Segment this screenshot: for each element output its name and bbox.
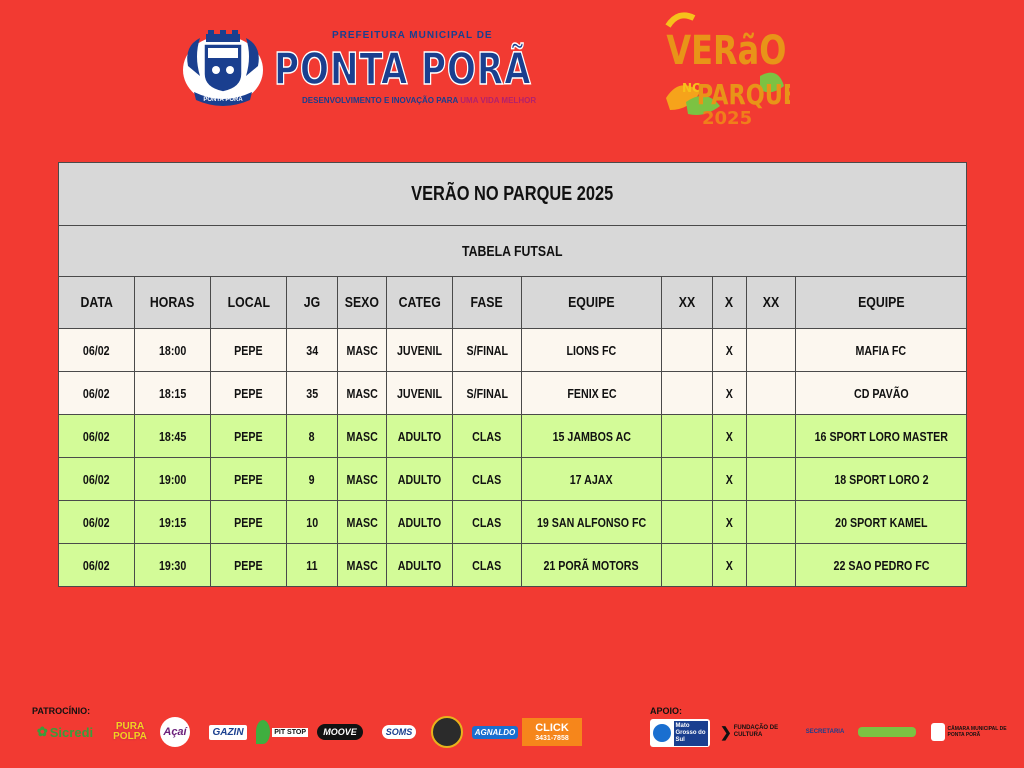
table-cell	[211, 372, 287, 415]
table-cell-text: ADULTO	[397, 428, 442, 444]
table-row	[59, 458, 967, 501]
support-logo-green	[856, 716, 918, 748]
table-cell	[287, 372, 338, 415]
table-cell	[662, 329, 713, 372]
table-cell-text: X	[725, 342, 734, 358]
table-cell	[338, 501, 387, 544]
logo-no-text: NO	[682, 81, 703, 95]
col-header-data	[59, 277, 135, 329]
support-name: CÂMARA MUNICIPAL DE PONTA PORÃ	[947, 726, 1007, 738]
table-cell-text: JUVENIL	[396, 385, 443, 401]
table-cell	[522, 372, 662, 415]
table-cell	[662, 458, 713, 501]
table-cell-text: 06/02	[83, 385, 110, 401]
table-cell	[338, 415, 387, 458]
col-header-label: CATEG	[398, 294, 441, 311]
sponsor-name: CLICK	[535, 721, 569, 734]
sponsor-name: PURA POLPA	[113, 721, 147, 742]
table-cell	[59, 501, 135, 544]
prefeitura-wordmark	[270, 30, 570, 110]
table-cell	[287, 329, 338, 372]
table-cell	[338, 329, 387, 372]
sponsor-logo-gazin	[204, 716, 252, 748]
table-cell	[387, 544, 453, 587]
support-logo-ms	[650, 719, 710, 747]
col-header-versus	[713, 277, 747, 329]
ms-emblem-icon	[653, 724, 671, 742]
table-cell	[747, 501, 796, 544]
table-cell	[59, 329, 135, 372]
logo-parque-text: PARQUE	[696, 77, 790, 111]
table-cell	[453, 415, 522, 458]
table-cell	[211, 501, 287, 544]
table-cell-text: JUVENIL	[396, 342, 443, 358]
sicredi-icon: ✿	[36, 724, 48, 739]
table-cell	[287, 501, 338, 544]
table-cell	[211, 329, 287, 372]
sponsor-name: PIT STOP	[274, 728, 306, 736]
support-label: APOIO:	[650, 706, 683, 716]
col-header-equipe-home	[522, 277, 662, 329]
col-header-sexo	[338, 277, 387, 329]
table-cell-text: 21 PORÃ MOTORS	[543, 557, 640, 573]
sponsor-logo-click	[522, 718, 582, 746]
table-cell	[287, 458, 338, 501]
table-cell	[522, 544, 662, 587]
prefeitura-top-text: PREFEITURA MUNICIPAL DE	[332, 30, 493, 41]
table-cell-text: CLAS	[472, 514, 502, 530]
table-cell	[338, 372, 387, 415]
table-cell-text: ADULTO	[397, 471, 442, 487]
table-cell-text: 06/02	[83, 557, 110, 573]
col-header-label: EQUIPE	[857, 294, 905, 311]
support-name: Mato Grosso do Sul	[674, 721, 708, 746]
table-cell	[453, 372, 522, 415]
table-cell	[211, 458, 287, 501]
table-cell	[135, 415, 211, 458]
table-cell-text: 19 SAN ALFONSO FC	[536, 514, 647, 530]
table-cell-text: X	[725, 385, 734, 401]
table-cell	[713, 415, 747, 458]
table-cell-text: X	[725, 471, 734, 487]
table-cell-text: S/FINAL	[466, 342, 508, 358]
table-row	[59, 329, 967, 372]
table-cell	[662, 544, 713, 587]
support-name: FUNDAÇÃO DE CULTURA	[733, 725, 779, 738]
sponsor-name: Açaí	[160, 717, 190, 747]
table-cell	[338, 544, 387, 587]
col-header-score-away	[747, 277, 796, 329]
col-header-label: HORAS	[150, 294, 195, 311]
table-cell	[287, 415, 338, 458]
table-cell-text: PEPE	[234, 342, 263, 358]
col-header-label: XX	[678, 294, 696, 311]
pit-stop-pin-icon	[256, 720, 270, 744]
table-cell	[135, 329, 211, 372]
col-header-jg	[287, 277, 338, 329]
table-cell-text: ADULTO	[397, 514, 442, 530]
col-header-label: JG	[303, 294, 321, 311]
table-cell	[713, 544, 747, 587]
sponsor-logo-agnaldo	[472, 716, 518, 748]
table-cell	[796, 329, 967, 372]
table-cell	[522, 415, 662, 458]
futsal-schedule-table	[58, 162, 967, 587]
crest-banner-text: PONTA PORÃ	[203, 97, 243, 103]
col-header-label: DATA	[80, 294, 113, 311]
sponsor-name: AGNALDO	[472, 726, 518, 739]
circle-badge-icon	[431, 716, 463, 748]
table-cell	[211, 415, 287, 458]
table-header-row	[59, 277, 967, 329]
table-cell-text: MASC	[346, 342, 378, 358]
table-cell-text: CLAS	[472, 428, 502, 444]
table-cell	[713, 372, 747, 415]
sponsor-logo-soms	[372, 716, 426, 748]
table-cell	[747, 544, 796, 587]
sponsor-logo-acai	[156, 716, 194, 748]
table-cell-text: S/FINAL	[466, 385, 508, 401]
table-cell-text: 15 JAMBOS AC	[552, 428, 631, 444]
table-cell	[796, 372, 967, 415]
support-name: SECRETARIA	[805, 729, 845, 735]
sponsor-logo-pura-polpa	[110, 716, 150, 748]
verao-no-parque-logo	[660, 6, 790, 130]
sponsors-label: PATROCÍNIO:	[32, 706, 91, 716]
table-cell-text: 18:45	[158, 428, 187, 444]
table-cell-text: MASC	[346, 428, 378, 444]
fundacao-icon: ❯	[720, 723, 732, 740]
table-cell	[135, 501, 211, 544]
table-cell-text: FENIX EC	[566, 385, 617, 401]
table-cell-text: PEPE	[234, 557, 263, 573]
table-cell-text: MASC	[346, 514, 378, 530]
table-cell	[453, 458, 522, 501]
col-header-horas	[135, 277, 211, 329]
prefeitura-city-name: PONTA PORÃ	[274, 44, 532, 95]
sponsor-name: SOMS	[382, 725, 417, 739]
sponsor-name: Sicredi	[49, 724, 94, 740]
table-cell	[59, 544, 135, 587]
col-header-score-home	[662, 277, 713, 329]
table-cell	[387, 458, 453, 501]
table-cell	[796, 501, 967, 544]
table-cell-text: CD PAVÃO	[853, 385, 909, 401]
table-cell-text: X	[725, 514, 734, 530]
support-logo-fundacao	[720, 716, 792, 748]
table-cell	[662, 415, 713, 458]
table-row	[59, 372, 967, 415]
sponsor-logo-circle	[430, 716, 464, 748]
table-cell-text: 06/02	[83, 428, 110, 444]
table-cell	[59, 415, 135, 458]
col-header-label: LOCAL	[227, 294, 270, 311]
table-cell-text: 06/02	[83, 514, 110, 530]
table-cell-text: 35	[306, 385, 318, 401]
table-cell	[747, 458, 796, 501]
table-subtitle-text: TABELA FUTSAL	[462, 242, 563, 260]
table-cell-text: 18:00	[158, 342, 187, 358]
table-cell	[796, 458, 967, 501]
table-cell	[211, 544, 287, 587]
table-cell-text: 8	[309, 428, 315, 444]
table-title	[59, 163, 967, 226]
sponsor-logo-sicredi	[32, 716, 98, 748]
table-cell	[387, 372, 453, 415]
city-crest-logo	[180, 26, 266, 110]
table-cell-text: PEPE	[234, 428, 263, 444]
col-header-label: X	[725, 294, 734, 311]
table-cell	[453, 544, 522, 587]
table-cell-text: MASC	[346, 385, 378, 401]
table-cell-text: PEPE	[234, 385, 263, 401]
table-cell	[135, 372, 211, 415]
table-cell-text: 34	[306, 342, 318, 358]
col-header-fase	[453, 277, 522, 329]
sponsor-name: GAZIN	[209, 725, 246, 740]
table-cell-text: 17 AJAX	[570, 471, 613, 487]
col-header-label: SEXO	[344, 294, 380, 311]
support-logo-secretaria	[802, 716, 848, 748]
table-cell	[747, 372, 796, 415]
table-cell	[796, 544, 967, 587]
table-cell	[287, 544, 338, 587]
table-cell-text: MASC	[346, 557, 378, 573]
table-cell	[59, 458, 135, 501]
table-cell	[135, 458, 211, 501]
table-cell	[387, 501, 453, 544]
col-header-label: FASE	[470, 294, 504, 311]
support-logo-camara	[928, 716, 1012, 748]
table-cell-text: 19:30	[158, 557, 187, 573]
table-cell	[338, 458, 387, 501]
table-cell-text: 06/02	[83, 471, 110, 487]
table-cell-text: 06/02	[83, 342, 110, 358]
col-header-local	[211, 277, 287, 329]
table-cell-text: 9	[309, 471, 315, 487]
table-cell	[387, 415, 453, 458]
table-cell-text: 20 SPORT KAMEL	[834, 514, 928, 530]
table-cell-text: CLAS	[472, 471, 502, 487]
table-cell-text: PEPE	[234, 471, 263, 487]
table-cell	[387, 329, 453, 372]
slogan-part-b: UMA VIDA MELHOR	[460, 96, 537, 105]
table-cell	[747, 415, 796, 458]
table-cell-text: MAFIA FC	[855, 342, 907, 358]
table-cell	[59, 372, 135, 415]
table-cell-text: 19:00	[158, 471, 187, 487]
logo-year-text: 2025	[702, 108, 753, 129]
col-header-label: XX	[762, 294, 780, 311]
table-cell-text: 18 SPORT LORO 2	[833, 471, 929, 487]
table-cell	[522, 329, 662, 372]
table-cell-text: PEPE	[234, 514, 263, 530]
table-cell	[662, 501, 713, 544]
table-cell-text: LIONS FC	[566, 342, 617, 358]
table-cell	[713, 458, 747, 501]
table-cell-text: 16 SPORT LORO MASTER	[814, 428, 948, 444]
table-cell-text: MASC	[346, 471, 378, 487]
table-cell-text: 18:15	[158, 385, 187, 401]
prefeitura-slogan	[302, 96, 536, 105]
table-cell	[796, 415, 967, 458]
table-cell-text: ADULTO	[397, 557, 442, 573]
table-row	[59, 544, 967, 587]
table-cell	[713, 501, 747, 544]
click-phone: 3431-7858	[535, 734, 569, 742]
table-cell	[522, 458, 662, 501]
table-cell	[662, 372, 713, 415]
slogan-part-a: DESENVOLVIMENTO E INOVAÇÃO PARA	[302, 96, 461, 105]
table-cell-text: 11	[306, 557, 318, 573]
green-banner-icon	[858, 727, 916, 737]
table-cell-text: CLAS	[472, 557, 502, 573]
table-cell-text: 10	[306, 514, 318, 530]
col-header-label: EQUIPE	[568, 294, 615, 311]
table-cell	[713, 329, 747, 372]
table-row	[59, 501, 967, 544]
col-header-equipe-away	[796, 277, 967, 329]
table-subtitle	[59, 226, 967, 277]
table-row	[59, 415, 967, 458]
sponsor-logo-pit-stop	[256, 716, 308, 748]
col-header-categ	[387, 277, 453, 329]
sponsor-name: MOOVE	[317, 724, 363, 740]
sponsor-logo-moove	[314, 716, 366, 748]
table-cell	[453, 329, 522, 372]
table-body	[59, 329, 967, 587]
table-cell-text: X	[725, 557, 734, 573]
schedule-table-wrapper	[58, 162, 966, 587]
table-cell	[453, 501, 522, 544]
table-cell-text: X	[725, 428, 734, 444]
logo-verao-text: VERãO	[666, 26, 787, 74]
table-cell-text: 22 SAO PEDRO FC	[833, 557, 930, 573]
camara-crest-icon	[931, 723, 945, 741]
table-title-text: VERÃO NO PARQUE 2025	[411, 182, 614, 205]
table-cell	[747, 329, 796, 372]
table-cell	[135, 544, 211, 587]
table-cell	[522, 501, 662, 544]
table-cell-text: 19:15	[158, 514, 187, 530]
